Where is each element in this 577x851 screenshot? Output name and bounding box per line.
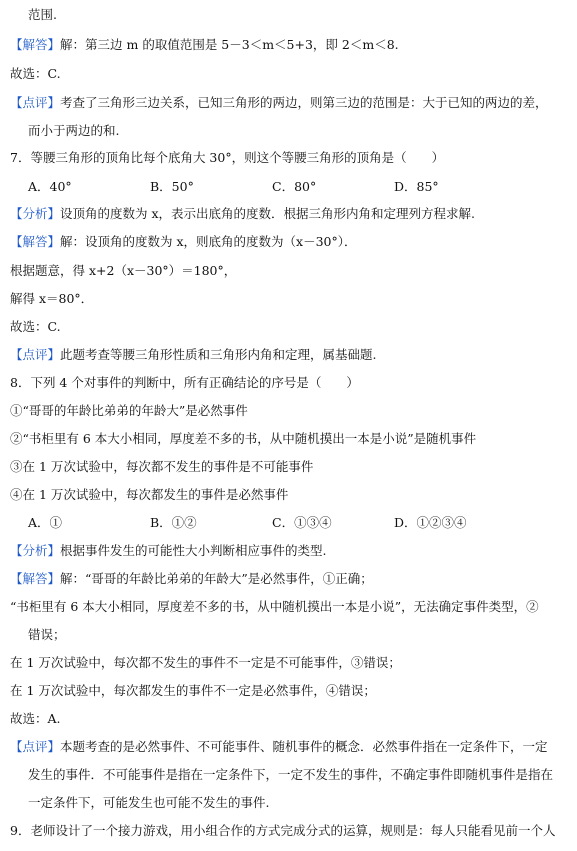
text-line: 解：第三边 m 的取值范围是 5－3＜m＜5+3，即 2＜m＜8. bbox=[60, 37, 399, 52]
text-line: 设顶角的度数为 x，表示出底角的度数．根据三角形内角和定理列方程求解. bbox=[60, 206, 476, 221]
option-d: D．85° bbox=[394, 179, 439, 194]
text-line: 故选：A. bbox=[10, 711, 61, 726]
answer-tag: 【解答】 bbox=[10, 37, 61, 52]
comment-block bbox=[10, 739, 548, 755]
text-line: 而小于两边的和. bbox=[28, 123, 120, 138]
text-line: 根据事件发生的可能性大小判断相应事件的类型. bbox=[60, 543, 327, 558]
text-line: 一定条件下，可能发生也可能不发生的事件. bbox=[28, 795, 270, 810]
answer-block bbox=[10, 234, 357, 250]
question-9: 9．老师设计了一个接力游戏，用小组合作的方式完成分式的运算，规则是：每人只能看见前一个人 bbox=[10, 823, 556, 838]
statement-2: ②“书柜里有 6 本大小相同，厚度差不多的书，从中随机摸出一本是小说”是随机事件 bbox=[10, 431, 477, 446]
text-line: 在 1 万次试验中，每次都发生的事件不一定是必然事件，④错误； bbox=[10, 683, 376, 698]
statement-4: ④在 1 万次试验中，每次都发生的事件是必然事件 bbox=[10, 487, 289, 502]
comment-tag: 【点评】 bbox=[10, 347, 61, 362]
answer-tag: 【解答】 bbox=[10, 571, 61, 586]
option-a: A．40° bbox=[28, 179, 72, 194]
comment-tag: 【点评】 bbox=[10, 95, 61, 110]
text-line: 考查了三角形三边关系，已知三角形的两边，则第三边的范围是：大于已知的两边的差， bbox=[60, 95, 548, 110]
comment-block bbox=[10, 347, 377, 363]
text-line: 故选：C. bbox=[10, 319, 61, 334]
option-c: C．①③④ bbox=[272, 515, 332, 530]
option-b: B．①② bbox=[150, 515, 197, 530]
text-line: 解：设顶角的度数为 x，则底角的度数为（x－30°）． bbox=[60, 234, 357, 249]
text-line: 错误； bbox=[28, 627, 66, 642]
comment-tag: 【点评】 bbox=[10, 739, 61, 754]
analysis-tag: 【分析】 bbox=[10, 206, 61, 221]
answer-block bbox=[10, 37, 399, 53]
statement-3: ③在 1 万次试验中，每次都不发生的事件是不可能事件 bbox=[10, 459, 314, 474]
question-8: 8．下列 4 个对事件的判断中，所有正确结论的序号是（ ） bbox=[10, 375, 359, 390]
text-line: “书柜里有 6 本大小相同，厚度差不多的书，从中随机摸出一本是小说”，无法确定事件类型，② bbox=[10, 599, 539, 614]
analysis-block bbox=[10, 543, 327, 559]
text-line: 在 1 万次试验中，每次都不发生的事件不一定是不可能事件，③错误； bbox=[10, 655, 401, 670]
answer-tag: 【解答】 bbox=[10, 234, 61, 249]
analysis-block bbox=[10, 206, 475, 222]
text-line: 范围. bbox=[28, 7, 57, 22]
text-line: 本题考查的是必然事件、不可能事件、随机事件的概念．必然事件指在一定条件下，一定 bbox=[60, 739, 548, 754]
answer-block bbox=[10, 571, 373, 587]
text-line: 解：“哥哥的年龄比弟弟的年龄大”是必然事件，①正确； bbox=[60, 571, 373, 586]
analysis-tag: 【分析】 bbox=[10, 543, 61, 558]
statement-1: ①“哥哥的年龄比弟弟的年龄大”是必然事件 bbox=[10, 403, 248, 418]
text-line: 此题考查等腰三角形性质和三角形内角和定理，属基础题. bbox=[60, 347, 377, 362]
option-a: A．① bbox=[28, 515, 63, 530]
text-line: 根据题意，得 x+2（x－30°）＝180°， bbox=[10, 263, 237, 278]
option-c: C．80° bbox=[272, 179, 317, 194]
comment-block bbox=[10, 95, 548, 111]
text-line: 解得 x＝80°． bbox=[10, 291, 94, 306]
option-d: D．①②③④ bbox=[394, 515, 467, 530]
option-b: B．50° bbox=[150, 179, 194, 194]
text-line: 发生的事件．不可能事件是指在一定条件下，一定不发生的事件，不确定事件即随机事件是指在 bbox=[28, 767, 554, 782]
question-7: 7．等腰三角形的顶角比每个底角大 30°，则这个等腰三角形的顶角是（ ） bbox=[10, 150, 445, 165]
text-line: 故选：C. bbox=[10, 66, 61, 81]
